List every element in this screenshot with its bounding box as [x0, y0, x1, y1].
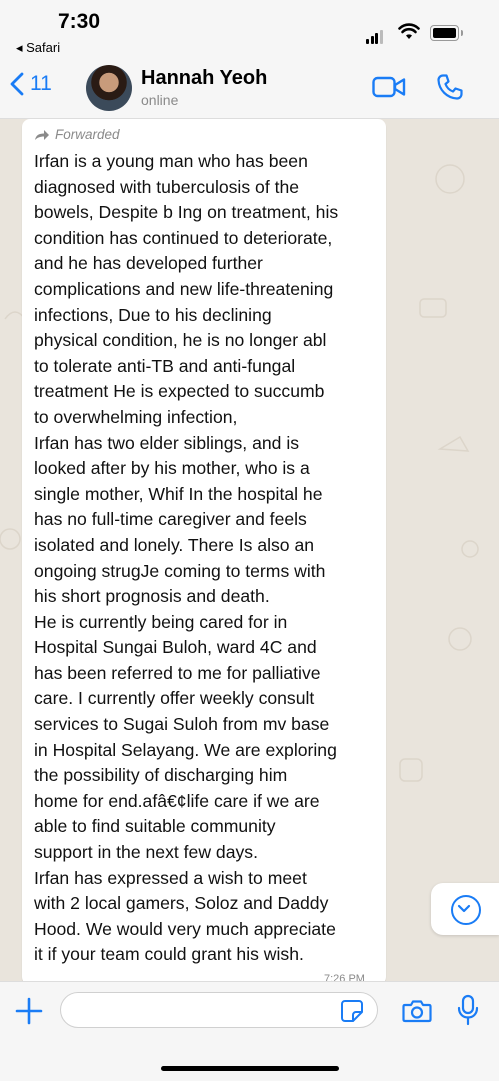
microphone-icon[interactable]: [456, 994, 480, 1026]
chevron-down-circle-icon: [451, 895, 481, 925]
battery-icon: [430, 25, 459, 41]
status-time: 7:30: [58, 10, 101, 33]
composer-bar: [0, 981, 499, 1081]
back-button[interactable]: [10, 72, 52, 96]
phone-icon[interactable]: [436, 73, 464, 101]
chat-area[interactable]: [0, 119, 499, 981]
forwarded-text: Forwarded: [55, 127, 120, 142]
sticker-icon[interactable]: [340, 999, 364, 1023]
forward-arrow-icon: [34, 129, 50, 141]
chevron-left-icon: [10, 72, 24, 96]
signal-icon: [366, 26, 384, 40]
message-text: Irfan is a young man who has been diagnosed with tuberculosis of the bowels, Despite b Ing on treatment, his condition has continued to deteriorate, and he has developed further complications and new life-threatening infections, Due to his declining physical condition, he is no longer abl to tolerate anti-TB and anti-fungal treatment He is expected to succumb to overwhelming infection, Irfan has two elder siblings, and is looked after by his mother, who is a single mother, Whif In the hospital he has no full-time caregiver and feels isolated and lonely. There Is also an ongoing strugJe coming to terms with his short prognosis and death. He is currently being cared for in Hospital Sungai Buloh, ward 4C and has been referred to me for palliative care. I currently offer weekly consult services to Sugai Suloh from mv base in Hospital Selayang. We are exploring the possibility of discharging him home for end.afâ€¢life care if we are able to find suitable community support in the next few days. Irfan has expressed a wish to meet with 2 local gamers, Soloz and Daddy Hood. We would very much appreciate it if your team could grant his wish.: [34, 151, 339, 965]
message-bubble[interactable]: [22, 119, 386, 981]
forwarded-label: [34, 127, 120, 142]
unread-count: 11: [30, 72, 52, 95]
camera-icon[interactable]: [402, 999, 432, 1023]
message-timestamp: 7:26 PM: [324, 973, 365, 981]
wifi-icon: [398, 22, 420, 40]
avatar[interactable]: [86, 65, 132, 111]
status-bar: [0, 0, 499, 58]
video-call-icon[interactable]: [372, 75, 406, 99]
message-input[interactable]: [60, 992, 378, 1028]
contact-name[interactable]: Hannah Yeoh: [141, 67, 268, 89]
contact-status: online: [141, 92, 179, 108]
plus-icon[interactable]: [15, 997, 43, 1025]
home-indicator[interactable]: [161, 1066, 339, 1071]
back-to-safari-link[interactable]: ◂ Safari: [16, 40, 61, 55]
scroll-to-bottom-button[interactable]: [431, 883, 499, 935]
chat-header: [0, 58, 499, 119]
